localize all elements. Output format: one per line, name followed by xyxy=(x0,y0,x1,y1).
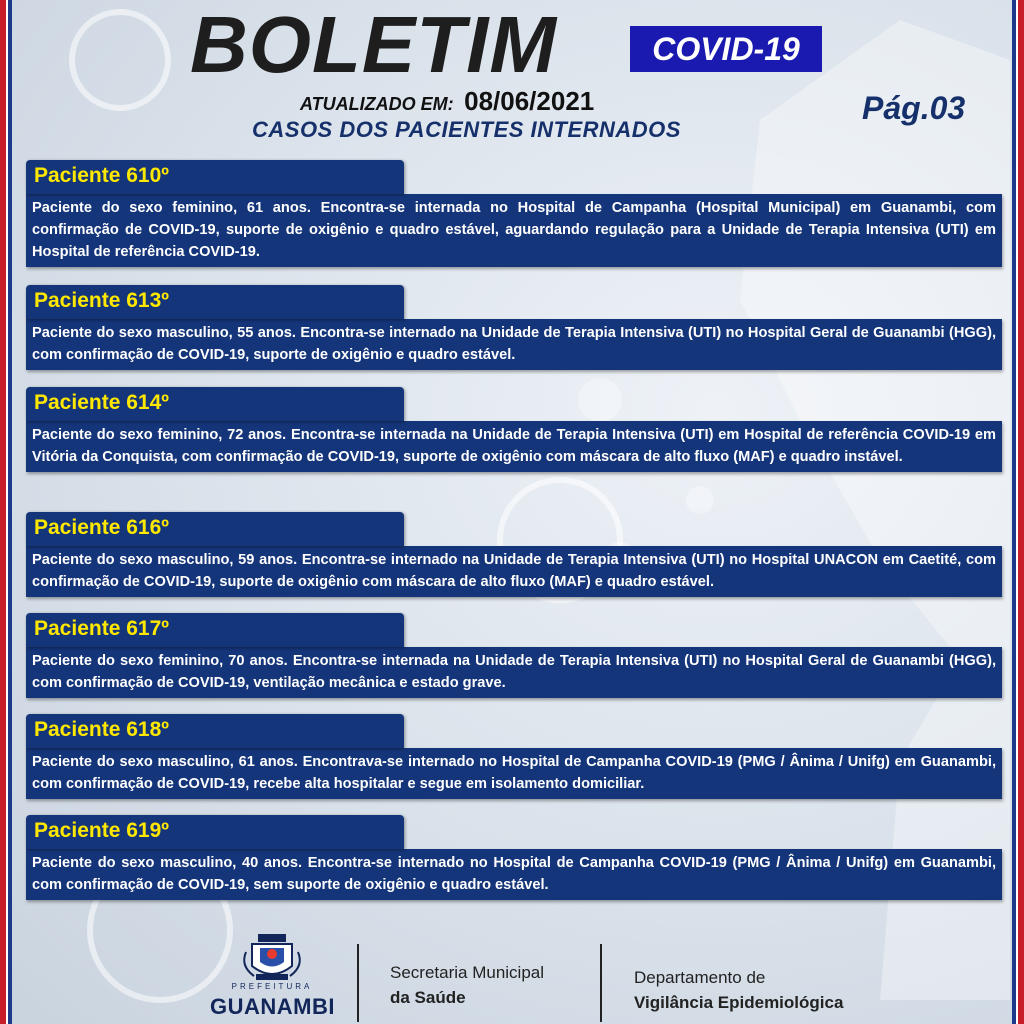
patient-description: Paciente do sexo feminino, 70 anos. Encontra-se internada na Unidade de Terapia Intensiva (UTI) no Hospital Geral de Guanambi (HGG), com confirmação de COVID-19, ventilação mecânica e estado grave. xyxy=(26,647,1002,698)
patient-label: Paciente 610º xyxy=(34,164,169,187)
patient-label-tab xyxy=(26,160,404,194)
patient-description: Paciente do sexo masculino, 61 anos. Encontrava-se internado no Hospital de Campanha COVID-19 (PMG / Ânima / Unifg) em Guanambi, com confirmação de COVID-19, recebe alta hospitalar e segue em isolamento domiciliar. xyxy=(26,748,1002,799)
patient-label-tab xyxy=(26,815,404,849)
departamento-line2: Vigilância Epidemiológica xyxy=(634,993,844,1012)
footer-divider xyxy=(600,944,602,1022)
updated-label: ATUALIZADO EM: xyxy=(300,94,454,114)
patient-description: Paciente do sexo masculino, 40 anos. Encontra-se internado no Hospital de Campanha COVID-19 (PMG / Ânima / Unifg) em Guanambi, com confirmação de COVID-19, sem suporte de oxigênio e quadro estável. xyxy=(26,849,1002,900)
patient-label-tab xyxy=(26,714,404,748)
patient-card xyxy=(26,160,1002,267)
secretaria-line1: Secretaria Municipal xyxy=(390,963,545,982)
patient-description: Paciente do sexo masculino, 59 anos. Encontra-se internado na Unidade de Terapia Intensiva (UTI) no Hospital UNACON em Caetité, com confirmação de COVID-19, suporte de oxigênio com máscara de alto fluxo (MAF) e quadro estável. xyxy=(26,546,1002,597)
secretaria-line2: da Saúde xyxy=(390,988,466,1007)
secretaria-block xyxy=(390,960,544,1010)
departamento-line1: Departamento de xyxy=(634,968,766,987)
city-crest-icon xyxy=(210,930,334,986)
logo-prefeitura-text: PREFEITURA xyxy=(231,982,313,991)
prefeitura-logo xyxy=(210,930,334,1022)
patient-label: Paciente 616º xyxy=(34,516,169,539)
section-subtitle: CASOS DOS PACIENTES INTERNADOS xyxy=(252,117,681,142)
patient-card xyxy=(26,512,1002,597)
patient-label: Paciente 619º xyxy=(34,819,169,842)
patient-label: Paciente 618º xyxy=(34,718,169,741)
updated-line xyxy=(300,86,594,117)
left-border-stripe xyxy=(0,0,12,1024)
footer-divider xyxy=(357,944,359,1022)
patient-label-tab xyxy=(26,387,404,421)
patient-label-tab xyxy=(26,512,404,546)
page-number: Pág.03 xyxy=(862,90,966,126)
covid-badge: COVID-19 xyxy=(630,26,822,72)
patient-label: Paciente 617º xyxy=(34,617,169,640)
patient-card xyxy=(26,613,1002,698)
patient-label-tab xyxy=(26,285,404,319)
logo-guanambi-text: GUANAMBI xyxy=(210,994,335,1019)
patient-card xyxy=(26,285,1002,370)
patient-description: Paciente do sexo feminino, 61 anos. Encontra-se internada no Hospital de Campanha (Hospital Municipal) em Guanambi, com confirmação de COVID-19, suporte de oxigênio e quadro estável, aguardando regulação para a Unidade de Terapia Intensiva (UTI) em Hospital de referência COVID-19. xyxy=(26,194,1002,267)
patient-description: Paciente do sexo feminino, 72 anos. Encontra-se internada na Unidade de Terapia Intensiva (UTI) em Hospital de referência COVID-19 em Vitória da Conquista, com confirmação de COVID-19, suporte de oxigênio com máscara de alto fluxo (MAF) e quadro instável. xyxy=(26,421,1002,472)
patient-card xyxy=(26,387,1002,472)
patient-card xyxy=(26,815,1002,900)
departamento-block xyxy=(634,965,843,1015)
patient-label: Paciente 614º xyxy=(34,391,169,414)
right-border-stripe xyxy=(1012,0,1024,1024)
patient-card xyxy=(26,714,1002,799)
patient-description: Paciente do sexo masculino, 55 anos. Encontra-se internado na Unidade de Terapia Intensiva (UTI) no Hospital Geral de Guanambi (HGG), com confirmação de COVID-19, suporte de oxigênio e quadro estável. xyxy=(26,319,1002,370)
updated-date: 08/06/2021 xyxy=(464,86,595,116)
patient-label: Paciente 613º xyxy=(34,289,169,312)
bulletin-title: BOLETIM xyxy=(190,0,557,89)
patient-label-tab xyxy=(26,613,404,647)
footer xyxy=(0,920,1024,1024)
